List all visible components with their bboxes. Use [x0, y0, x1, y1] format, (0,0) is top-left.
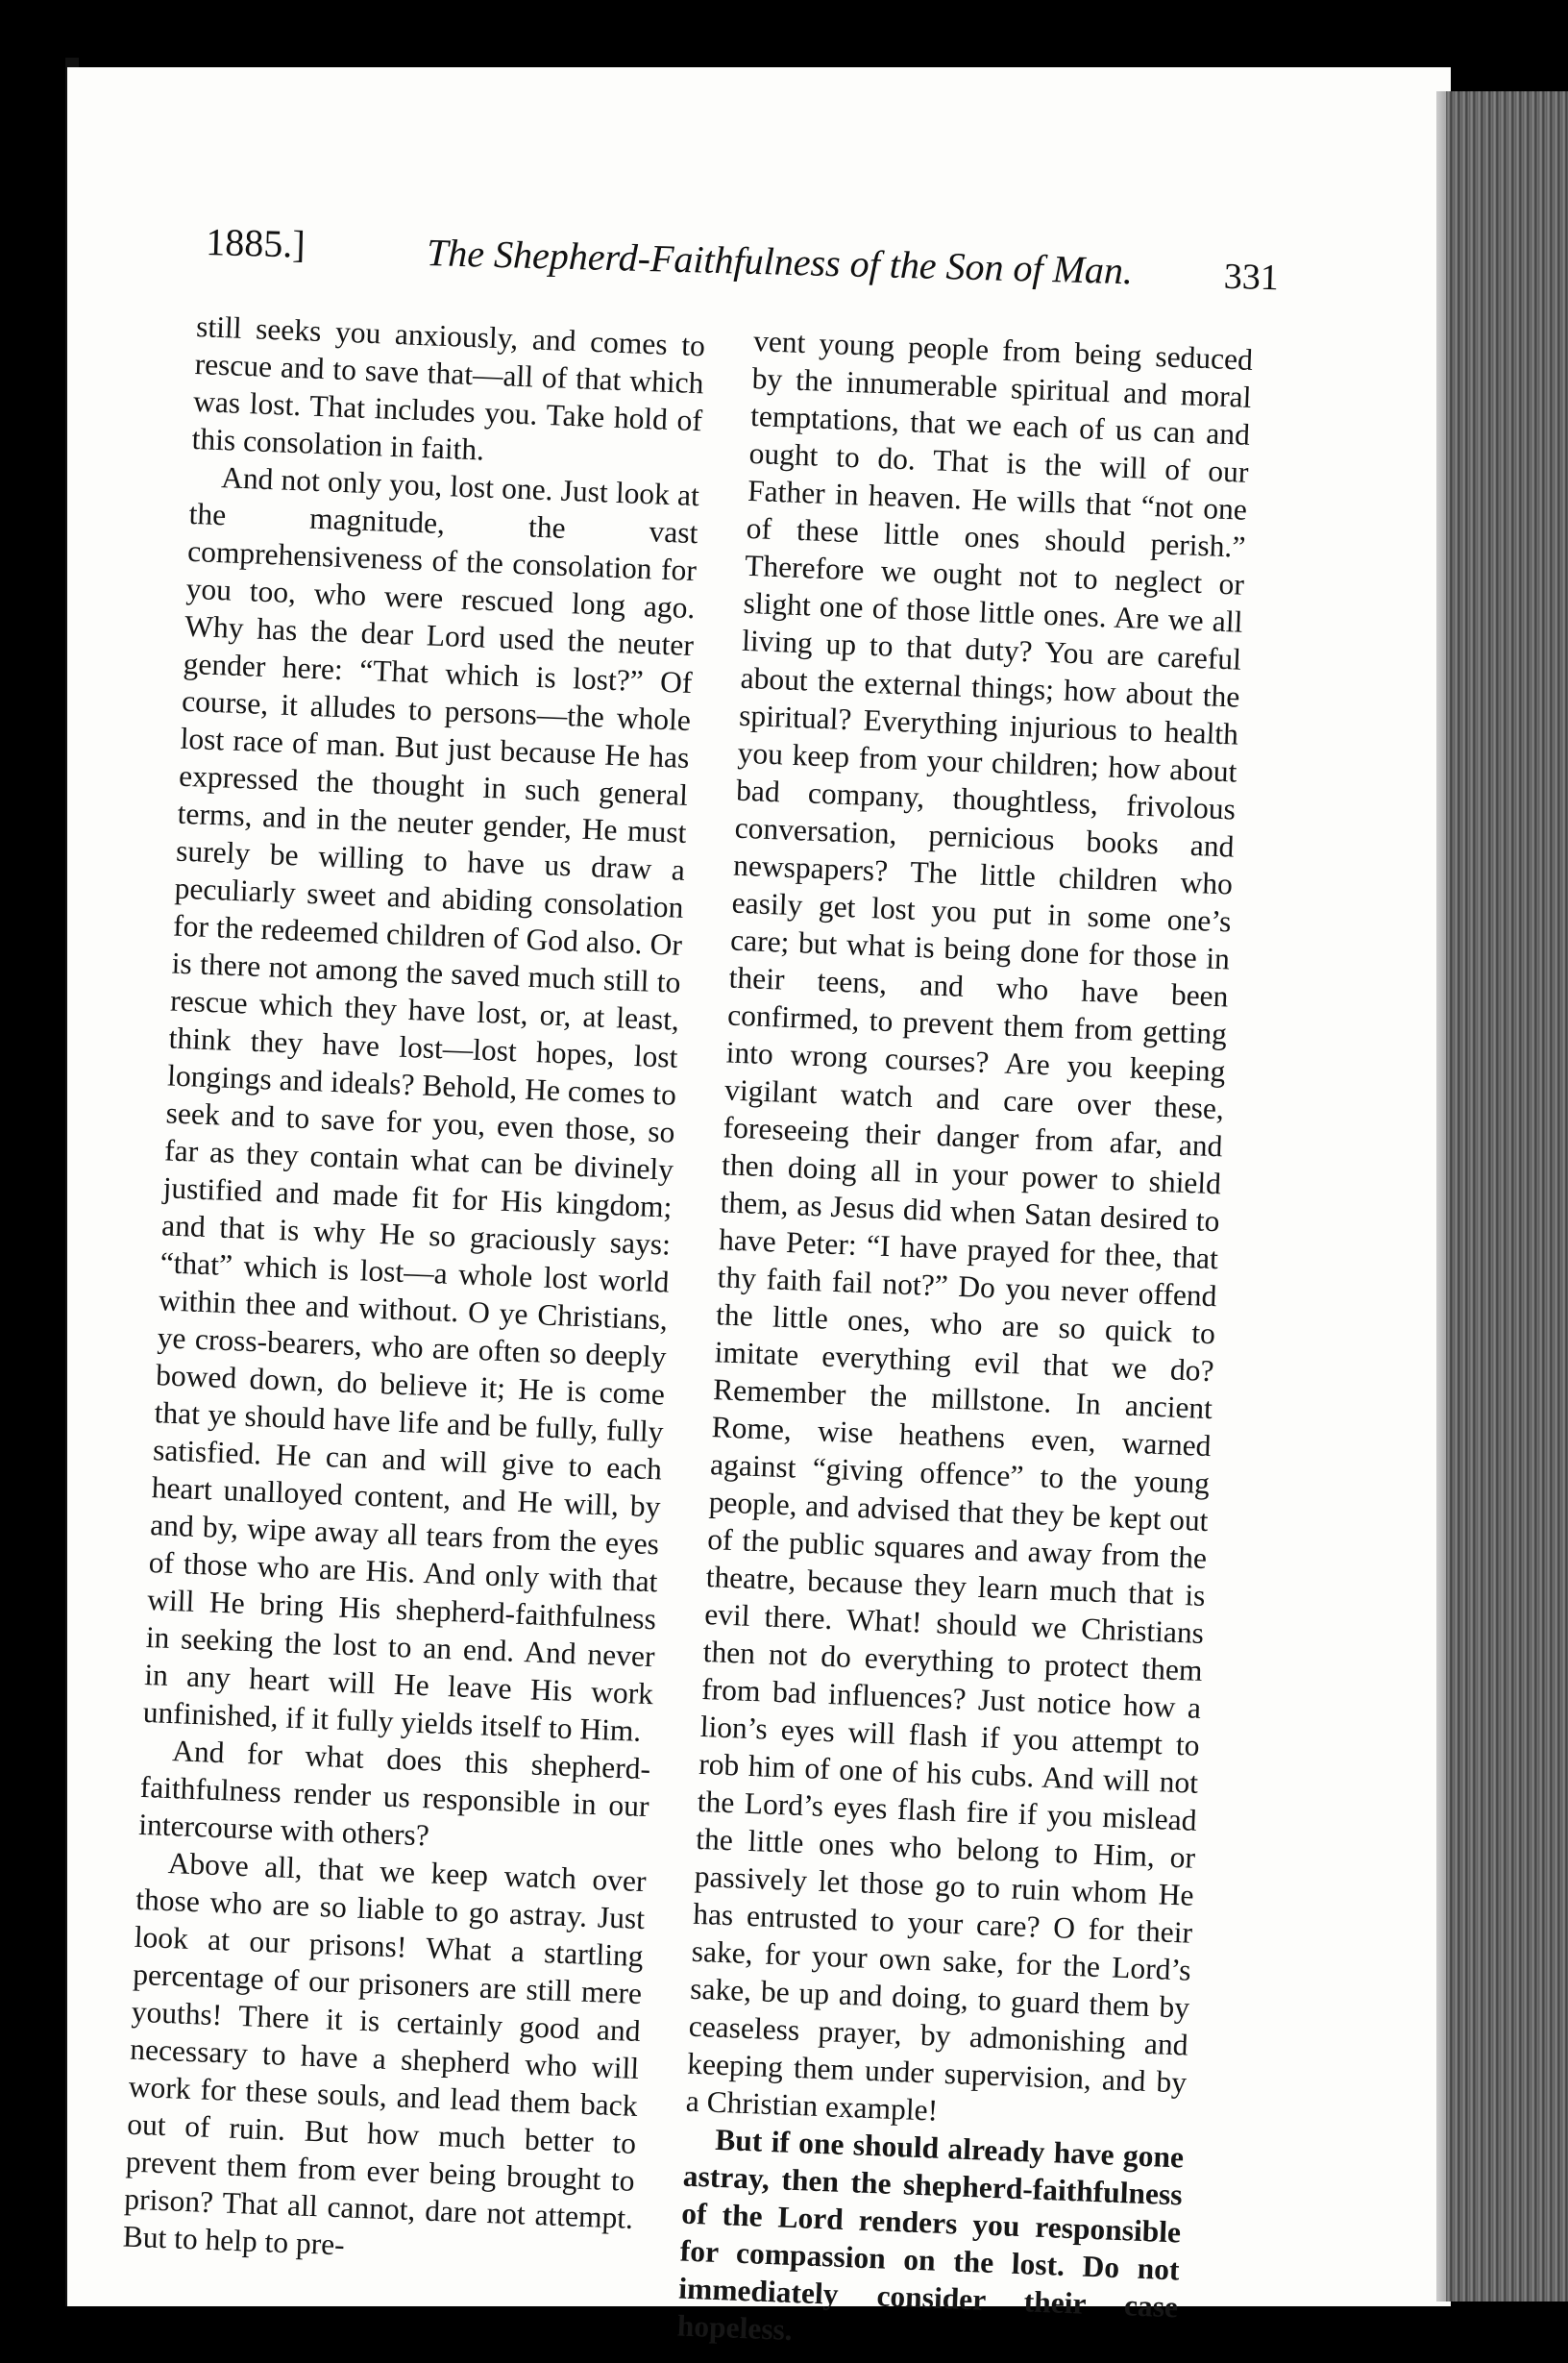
page-edges: [1446, 91, 1568, 2301]
paragraph: still seeks you anxiously, and comes to rescue and to save that—all of that which was lost. That includes you. Take hold of this consolation in faith.: [191, 308, 706, 467]
page-number: 331: [1223, 256, 1280, 299]
header-year: 1885.]: [205, 219, 306, 266]
paragraph: Above all, that we keep watch over those who are so liable to go astray. Just look at our prisons! What a startling percentage of our prisoners are still mere youths! There it is certainly good and necessary to have a shepherd who will work for these souls, and lead them back out of ruin. But how much better to prevent them from ever being brought to prison? That all cannot, dare not attempt. But to help to pre-: [122, 1846, 648, 2262]
paragraph: And for what does this shepherd-faithfulness render us responsible in our intercourse with others?: [137, 1734, 651, 1853]
right-column: [676, 322, 1253, 2363]
left-column: [122, 308, 705, 2275]
paragraph: vent young people from being seduced by the innumerable spiritual and moral temptations, that we each of us can and ought to do. That is the will of our Father in heaven. He wills that “not one of these little ones should perish.” Therefore we ought not to neglect or slight one of those little ones. Are we all living up to that duty? You are careful about the external things; how about the spiritual? Everything injurious to health you keep from your children; how about bad company, thoughtless, frivolous conversation, pernicious books and newspapers? The little children who easily get lost you put in some one’s care; but what is being done for those in their teens, and who have been confirmed, to prevent them from getting into wrong courses? Are you keeping vigilant watch and care over these, foreseeing their danger from afar, and then doing all in your power to shield them, as Jesus did when Satan desired to have Peter: “I have prayed for thee, that thy faith fail not?” Do you never offend the little ones, who are so quick to imitate everything evil that we do? Remember the millstone. In ancient Rome, wise heathens even, warned against “giving offence” to the young people, and advised that they be kept out of the public squares and away from the theatre, because they learn much that is evil there. What! should we Christians then not do everything to protect them from bad influences? Just notice how a lion’s eyes will flash if you attempt to rob him of one of his cubs. And will not the Lord’s eyes flash fire if you mislead the little ones who belong to Him, or passively let those go to ruin whom He has entrusted to your care? O for their sake, for your own sake, for the Lord’s sake, be up and doing, to guard them by ceaseless prayer, by admonishing and keeping them under supervision, and by a Christian example!: [685, 323, 1254, 2128]
header-title: The Shepherd-Faithfulness of the Son of Man.: [426, 231, 1134, 293]
paragraph: But if one should already have gone astray, then the shepherd-faithfulness of the Lord renders you responsible for compassion on the lost. Do not immediately consider their case hopeless.: [676, 2122, 1185, 2348]
paragraph: And not only you, lost one. Just look at the magnitude, the vast comprehensiveness of the consolation for you too, who were rescued long ago. Why has the dear Lord used the neuter gender here: “That which is lost?” Of course, it alludes to persons—the whole lost race of man. But just because He has expressed the thought in such general terms, and in the neuter gender, He must surely be willing to have us draw a peculiarly sweet and abiding consolation for the redeemed children of God also. Or is there not among the saved much still to rescue which they have lost, or, at least, think they have lost—lost hopes, lost longings and ideals? Behold, He comes to seek and to save for you, even those, so far as they contain what can be divinely justified and made fit for His kingdom; and that is why He so graciously says: “that” which is lost—a whole lost world within thee and without. O ye Christians, ye cross-bearers, who are often so deeply bowed down, do believe it; He is come that ye should have life and be fully, fully satisfied. He can and will give to each heart unalloyed content, and He will, by and by, wipe away all tears from the eyes of those who are His. And only with that will He bring His shepherd-faithfulness in seeking the lost to an end. And never in any heart will He leave His work unfinished, if it fully yields itself to Him.: [142, 460, 700, 1748]
